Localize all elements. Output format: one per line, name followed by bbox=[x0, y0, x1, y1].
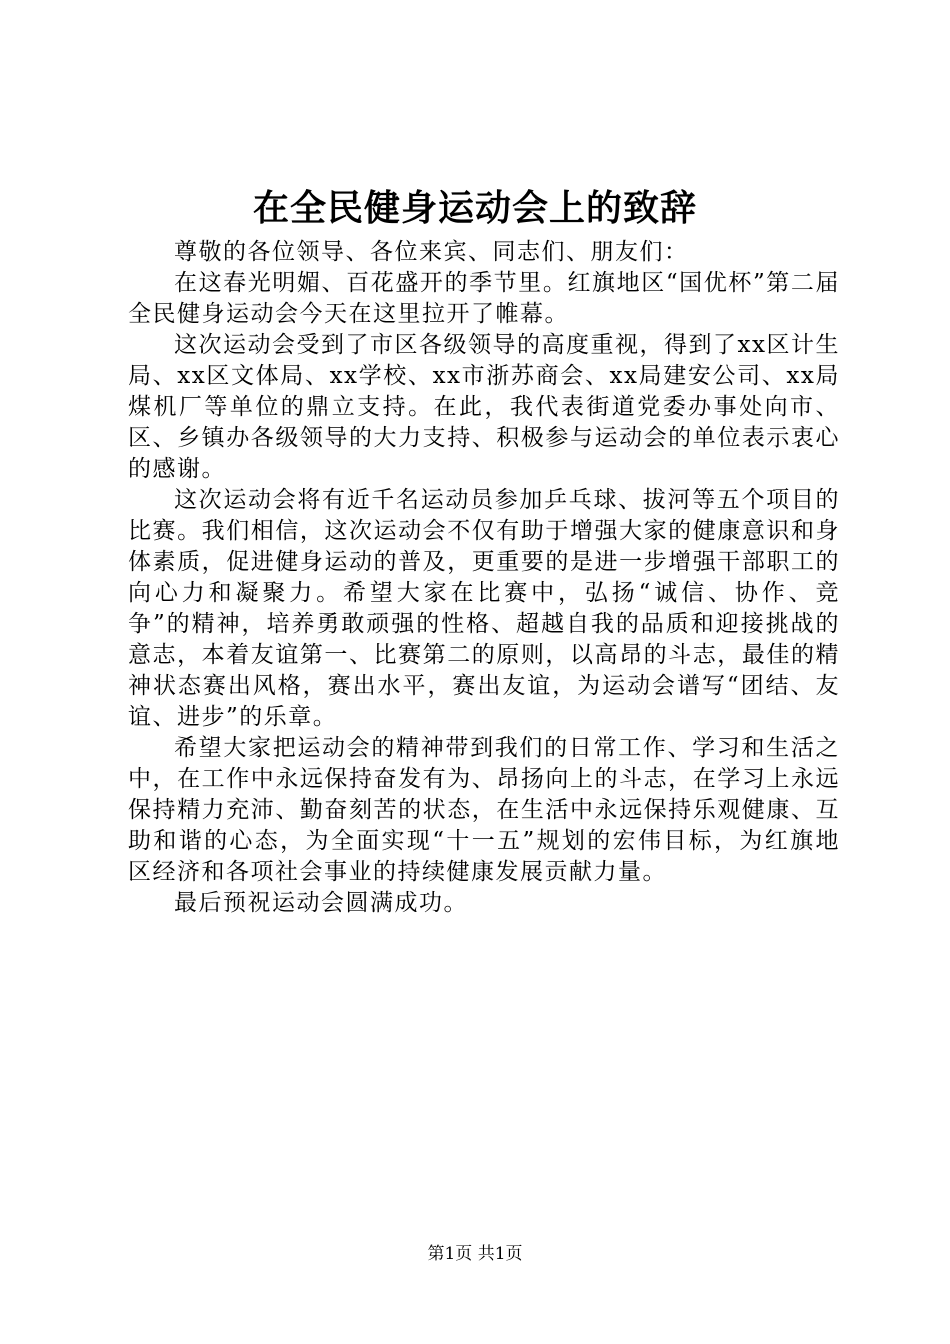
document-title: 在全民健身运动会上的致辞 bbox=[252, 187, 697, 229]
closing-paragraph: 最后预祝运动会圆满成功。 bbox=[174, 890, 468, 916]
body-paragraph: 这次运动会受到了市区各级领导的高度重视，得到了xx区计生局、xx区文体局、xx学校、xx市浙苏商会、xx局建安公司、xx局煤机厂等单位的鼎立支持。在此，我代表街道党委办事处向市、区、乡镇办各级领导的大力支持、积极参与运动会的单位表示衷心的感谢。 bbox=[128, 332, 840, 482]
body-paragraph: 在这春光明媚、百花盛开的季节里。红旗地区“国优杯”第二届全民健身运动会今天在这里拉开了帷幕。 bbox=[128, 270, 840, 327]
body-paragraph: 这次运动会将有近千名运动员参加乒乓球、拔河等五个项目的比赛。我们相信，这次运动会不仅有助于增强大家的健康意识和身体素质，促进健身运动的普及，更重要的是进一步增强干部职工的向心力和凝聚力。希望大家在比赛中，弘扬“诚信、协作、竞争”的精神，培养勇敢顽强的性格、超越自我的品质和迎接挑战的意志，本着友谊第一、比赛第二的原则，以高昂的斗志，最佳的精神状态赛出风格，赛出水平，赛出友谊，为运动会谱写“团结、友谊、进步”的乐章。 bbox=[128, 487, 840, 730]
page-number-footer: 第1页 共1页 bbox=[427, 1244, 523, 1264]
salutation-paragraph: 尊敬的各位领导、各位来宾、同志们、朋友们： bbox=[174, 239, 689, 265]
body-paragraph: 希望大家把运动会的精神带到我们的日常工作、学习和生活之中，在工作中永远保持奋发有为、昂扬向上的斗志，在学习上永远保持精力充沛、勤奋刻苦的状态，在生活中永远保持乐观健康、互助和谐的心态，为全面实现“十一五”规划的宏伟目标，为红旗地区经济和各项社会事业的持续健康发展贡献力量。 bbox=[128, 735, 840, 885]
document-body bbox=[128, 237, 840, 919]
